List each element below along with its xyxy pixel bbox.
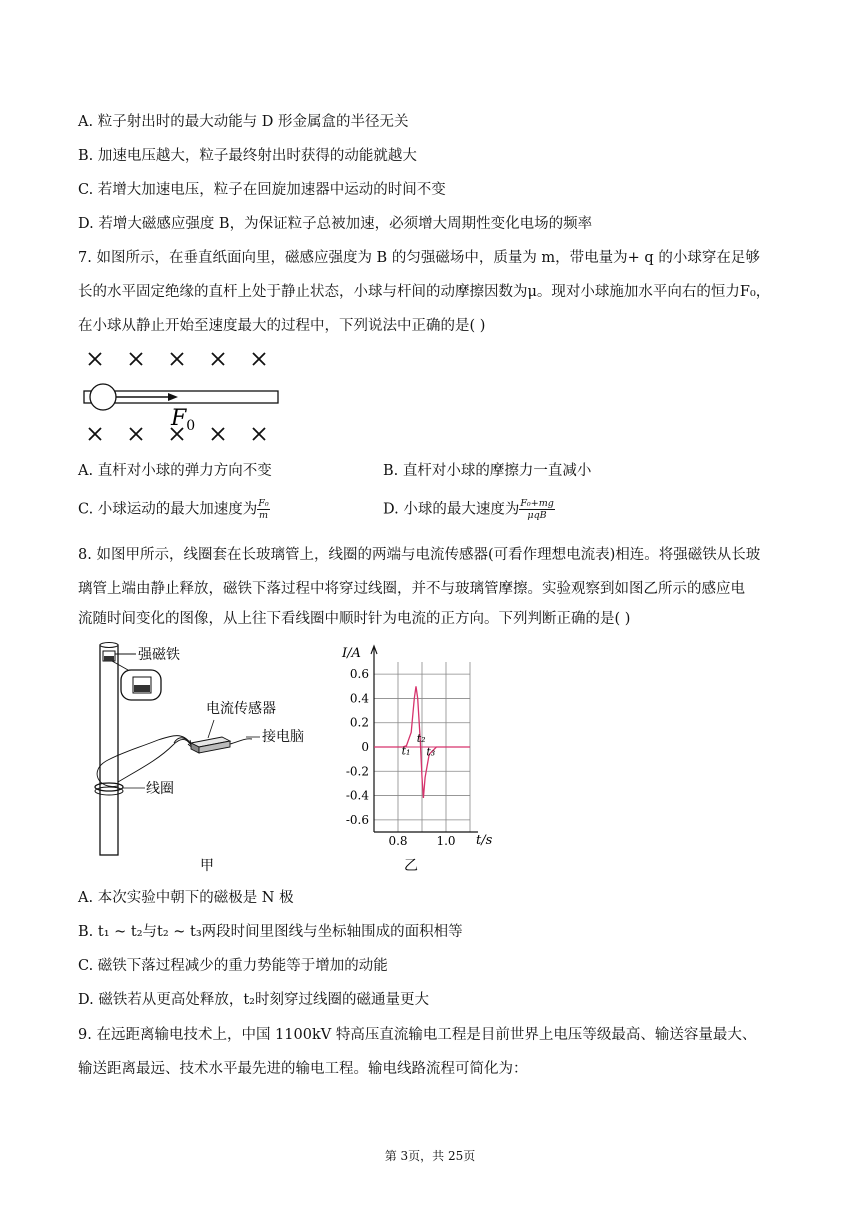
caption-yi: 乙 xyxy=(404,858,418,874)
y-tick-label: -0.2 xyxy=(345,764,369,779)
y-tick-label: 0.4 xyxy=(349,691,369,706)
q6-option-c: C. 若增大加速电压，粒子在回旋加速器中运动的时间不变 xyxy=(78,182,446,198)
q8-option-a: A. 本次实验中朝下的磁极是 N 极 xyxy=(78,890,294,906)
q8-chart-yi xyxy=(330,640,510,875)
q9-stem-line-2: 输送距离最远、技术水平最先进的输电工程。输电线路流程可简化为： xyxy=(78,1061,528,1077)
q7-stem-line-1: 7. 如图所示，在垂直纸面向里，磁感应强度为 B 的匀强磁场中，质量为 m，带电量为+ q 的小球穿在足够 xyxy=(78,250,760,266)
page-footer: 第 3页，共 25页 xyxy=(384,1149,476,1163)
q8-option-b: B. t₁ ~ t₂与t₂ ~ t₃两段时间里图线与坐标轴围成的面积相等 xyxy=(78,924,463,940)
y-tick-label: 0 xyxy=(361,740,369,754)
time-annotation: t₃ xyxy=(426,745,436,759)
q6-option-d: D. 若增大磁感应强度 B，为保证粒子总被加速，必须增大周期性变化电场的频率 xyxy=(78,216,593,232)
label-coil: 线圈 xyxy=(146,781,174,797)
q7-option-c: C. 小球运动的最大加速度为 $\frac{\text{F₀}}{m}$ xyxy=(78,498,269,521)
x-tick-label: 1.0 xyxy=(436,834,456,848)
time-annotation: t₂ xyxy=(416,732,426,746)
glass-tube xyxy=(100,645,118,855)
q7-option-b: B. 直杆对小球的摩擦力一直减小 xyxy=(383,463,592,479)
q8-figure-jia xyxy=(78,640,318,875)
q7-option-a: A. 直杆对小球的弹力方向不变 xyxy=(78,463,272,479)
ball xyxy=(90,384,116,410)
q8-option-d: D. 磁铁若从更高处释放，t₂时刻穿过线圈的磁通量更大 xyxy=(78,992,429,1008)
label-sensor: 电流传感器 xyxy=(206,701,276,717)
q8-stem-line-3: 流随时间变化的图像，从上往下看线圈中顺时针为电流的正方向。下列判断正确的是( ) xyxy=(78,611,631,627)
q7-magnetic-field-figure xyxy=(78,345,288,450)
q9-stem-line-1: 9. 在远距离输电技术上，中国 1100kV 特高压直流输电工程是目前世界上电压等级最高、输送容量最大、 xyxy=(78,1027,757,1043)
caption-jia: 甲 xyxy=(200,858,214,874)
q7-stem-line-3: 在小球从静止开始至速度最大的过程中，下列说法中正确的是( ) xyxy=(78,318,486,334)
label-magnet: 强磁铁 xyxy=(138,647,180,663)
q8-option-c: C. 磁铁下落过程减少的重力势能等于增加的动能 xyxy=(78,958,388,974)
x-tick-label: 0.8 xyxy=(388,834,408,848)
x-axis-label: t/s xyxy=(476,833,493,848)
label-computer: 接电脑 xyxy=(262,729,304,745)
q8-stem-line-2: 璃管上端由静止释放，磁铁下落过程中将穿过线圈，并不与玻璃管摩擦。实验观察到如图乙所示的感应电 xyxy=(78,581,745,597)
y-tick-label: -0.4 xyxy=(345,788,369,803)
q6-option-a: A. 粒子射出时的最大动能与 D 形金属盒的半径无关 xyxy=(78,114,409,130)
y-tick-label: 0.2 xyxy=(349,715,369,730)
y-tick-label: -0.6 xyxy=(345,812,369,827)
time-annotation: t₁ xyxy=(401,744,411,758)
q7-option-d: D. 小球的最大速度为 $\frac{\text{F₀+mg}}{\text{μqB}}$ xyxy=(383,498,554,521)
q8-stem-line-1: 8. 如图甲所示，线圈套在长玻璃管上，线圈的两端与电流传感器(可看作理想电流表)相连。将强磁铁从长玻 xyxy=(78,547,761,563)
y-axis-label: I/A xyxy=(342,646,361,661)
force-label: $F_0$ xyxy=(171,406,196,434)
q7-stem-line-2: 长的水平固定绝缘的直杆上处于静止状态，小球与杆间的动摩擦因数为μ。现对小球施加水平向右的恒力F₀， xyxy=(78,284,771,300)
y-tick-label: 0.6 xyxy=(349,667,369,682)
q6-option-b: B. 加速电压越大，粒子最终射出时获得的动能就越大 xyxy=(78,148,417,164)
